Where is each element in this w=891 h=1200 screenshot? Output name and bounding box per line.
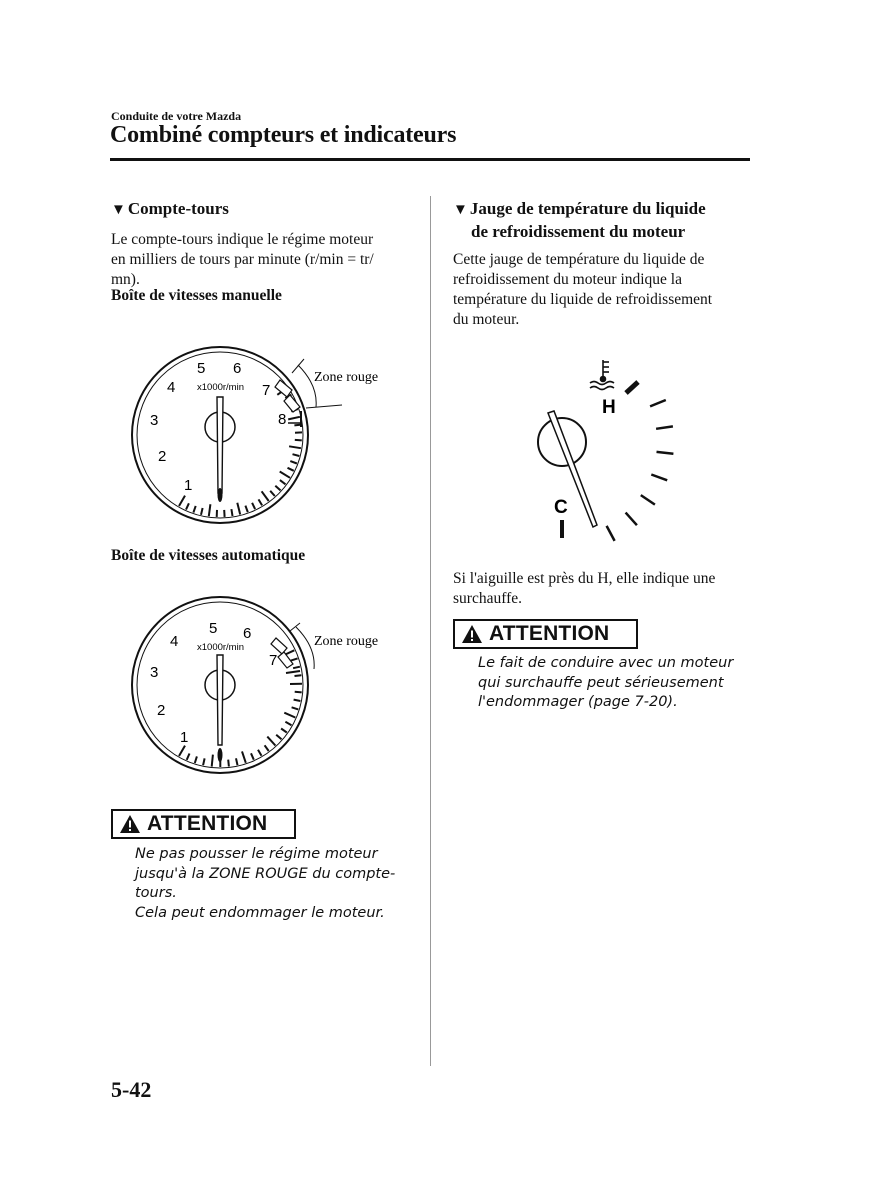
gauge-tick <box>280 472 290 478</box>
gauge-tick <box>195 756 197 763</box>
tach-number: 7 <box>269 652 278 669</box>
coolant-intro <box>453 250 712 330</box>
gauge-tick <box>651 475 667 481</box>
text-line: Cette jauge de température du liquide de <box>453 251 705 268</box>
section-title-line: Jauge de température du liquide <box>469 199 706 218</box>
tach-unit-label: x1000r/min <box>197 642 244 653</box>
text-line: mn). <box>111 271 140 288</box>
section-heading-tachometer <box>111 198 229 221</box>
gauge-tick <box>270 491 275 496</box>
column-divider <box>430 196 431 1066</box>
gauge-tick <box>252 503 255 509</box>
tach-number: 2 <box>158 448 167 465</box>
attention-text: Le fait de conduire avec un moteur qui surchauffe peut sérieusement l'endommager (page 7-20). <box>478 655 734 710</box>
section-title: Compte-tours <box>127 199 229 218</box>
gauge-tick <box>265 745 269 751</box>
gauge-tick <box>259 499 263 505</box>
section-title-line: de refroidissement du moteur <box>471 222 686 241</box>
gauge-tick <box>285 722 291 725</box>
gauge-tick <box>657 452 674 454</box>
manual-gearbox-heading: Boîte de vitesses manuelle <box>111 287 282 304</box>
running-head: Conduite de votre Mazda <box>111 109 242 123</box>
tach-number: 3 <box>150 664 159 681</box>
gauge-tick <box>290 461 297 463</box>
gauge-tick <box>275 486 280 491</box>
gauge-tick <box>607 526 615 541</box>
attention-box <box>453 619 638 649</box>
coolant-temperature-gauge <box>520 350 700 550</box>
tach-number: 7 <box>262 382 271 399</box>
gauge-tick <box>276 735 281 740</box>
gauge-tick <box>179 496 185 506</box>
gauge-tick <box>284 713 295 718</box>
gauge-tick <box>237 503 240 515</box>
tach-number: 8 <box>278 411 287 428</box>
gauge-tick <box>293 667 300 669</box>
gauge-tick <box>626 513 637 526</box>
gauge-tick <box>295 692 302 693</box>
gauge-tick <box>288 417 300 420</box>
tachometer-intro <box>111 230 374 290</box>
gauge-tick <box>650 400 666 406</box>
text-line: Le compte-tours indique le régime moteur <box>111 231 374 248</box>
tach-number: 1 <box>180 729 189 746</box>
attention-box <box>111 809 296 839</box>
gauge-tick <box>231 509 232 516</box>
gauge-tick <box>295 675 302 676</box>
text-line: surchauffe. <box>453 590 523 607</box>
gauge-tick <box>293 454 300 456</box>
tach-number: 4 <box>167 379 176 396</box>
gauge-tick <box>288 468 294 471</box>
page-title: Combiné compteurs et indicateurs <box>110 122 457 148</box>
text-line: du moteur. <box>453 311 520 328</box>
attention-label: ATTENTION <box>147 812 268 835</box>
gauge-tick <box>656 426 673 428</box>
attention-text: Ne pas pousser le régime moteur jusqu'à la ZONE ROUGE du compte- tours. Cela peut endommager le moteur. <box>135 846 396 921</box>
gauge-tick <box>186 503 189 509</box>
gauge-tick <box>292 707 299 709</box>
section-heading-coolant <box>453 198 706 242</box>
gauge-tick <box>262 491 269 501</box>
gauge-tick <box>209 504 211 516</box>
manual-tachometer-diagram <box>120 335 410 535</box>
down-triangle-icon: ▼ <box>453 202 468 218</box>
gauge-tick <box>201 508 203 515</box>
tach-number: 3 <box>150 412 159 429</box>
cold-label: C <box>554 497 568 518</box>
title-rule <box>110 158 750 161</box>
gauge-tick <box>295 440 302 441</box>
gauge-tick <box>281 729 287 733</box>
gauge-tick <box>236 758 238 765</box>
text-line: en milliers de tours par minute (r/min = tr/ <box>111 251 374 268</box>
gauge-tick <box>228 760 229 767</box>
text-line: refroidissement du moteur indique la <box>453 271 682 288</box>
gauge-tick <box>641 495 655 505</box>
gauge-tick <box>245 506 247 512</box>
tach-number: 6 <box>233 360 242 377</box>
zone-rouge-label: Zone rouge <box>314 370 379 385</box>
tach-number: 4 <box>170 633 179 650</box>
gauge-tick <box>212 755 213 767</box>
page-number: 5-42 <box>111 1077 152 1102</box>
tach-number: 1 <box>184 477 193 494</box>
gauge-tick <box>267 737 275 746</box>
tach-unit-label: x1000r/min <box>197 382 244 393</box>
gauge-tick <box>251 753 254 759</box>
hot-label: H <box>602 397 616 418</box>
gauge-tick <box>258 750 262 756</box>
tach-number: 5 <box>209 620 218 637</box>
gauge-tick <box>203 758 205 765</box>
gauge-tick <box>289 446 301 448</box>
warning-triangle-icon <box>119 814 141 834</box>
automatic-tachometer-diagram <box>120 595 410 780</box>
attention-label: ATTENTION <box>489 622 610 645</box>
tach-number: 5 <box>197 360 206 377</box>
gauge-tick <box>294 700 301 701</box>
zone-rouge-label: Zone rouge <box>314 634 379 649</box>
automatic-gearbox-heading: Boîte de vitesses automatique <box>111 547 306 564</box>
coolant-temperature-icon <box>590 360 614 390</box>
gauge-tick <box>179 746 185 756</box>
gauge-tick <box>291 658 298 660</box>
text-line: Si l'aiguille est près du H, elle indique une <box>453 570 716 587</box>
tach-number: 2 <box>157 702 166 719</box>
gauge-tick <box>242 751 246 762</box>
down-triangle-icon: ▼ <box>111 202 126 218</box>
gauge-tick <box>187 754 190 760</box>
overheat-note <box>453 569 715 609</box>
text-line: température du liquide de refroidissement <box>453 291 713 308</box>
gauge-tick <box>193 506 195 513</box>
gauge-tick <box>280 480 286 484</box>
warning-triangle-icon <box>461 624 483 644</box>
tach-number: 6 <box>243 625 252 642</box>
